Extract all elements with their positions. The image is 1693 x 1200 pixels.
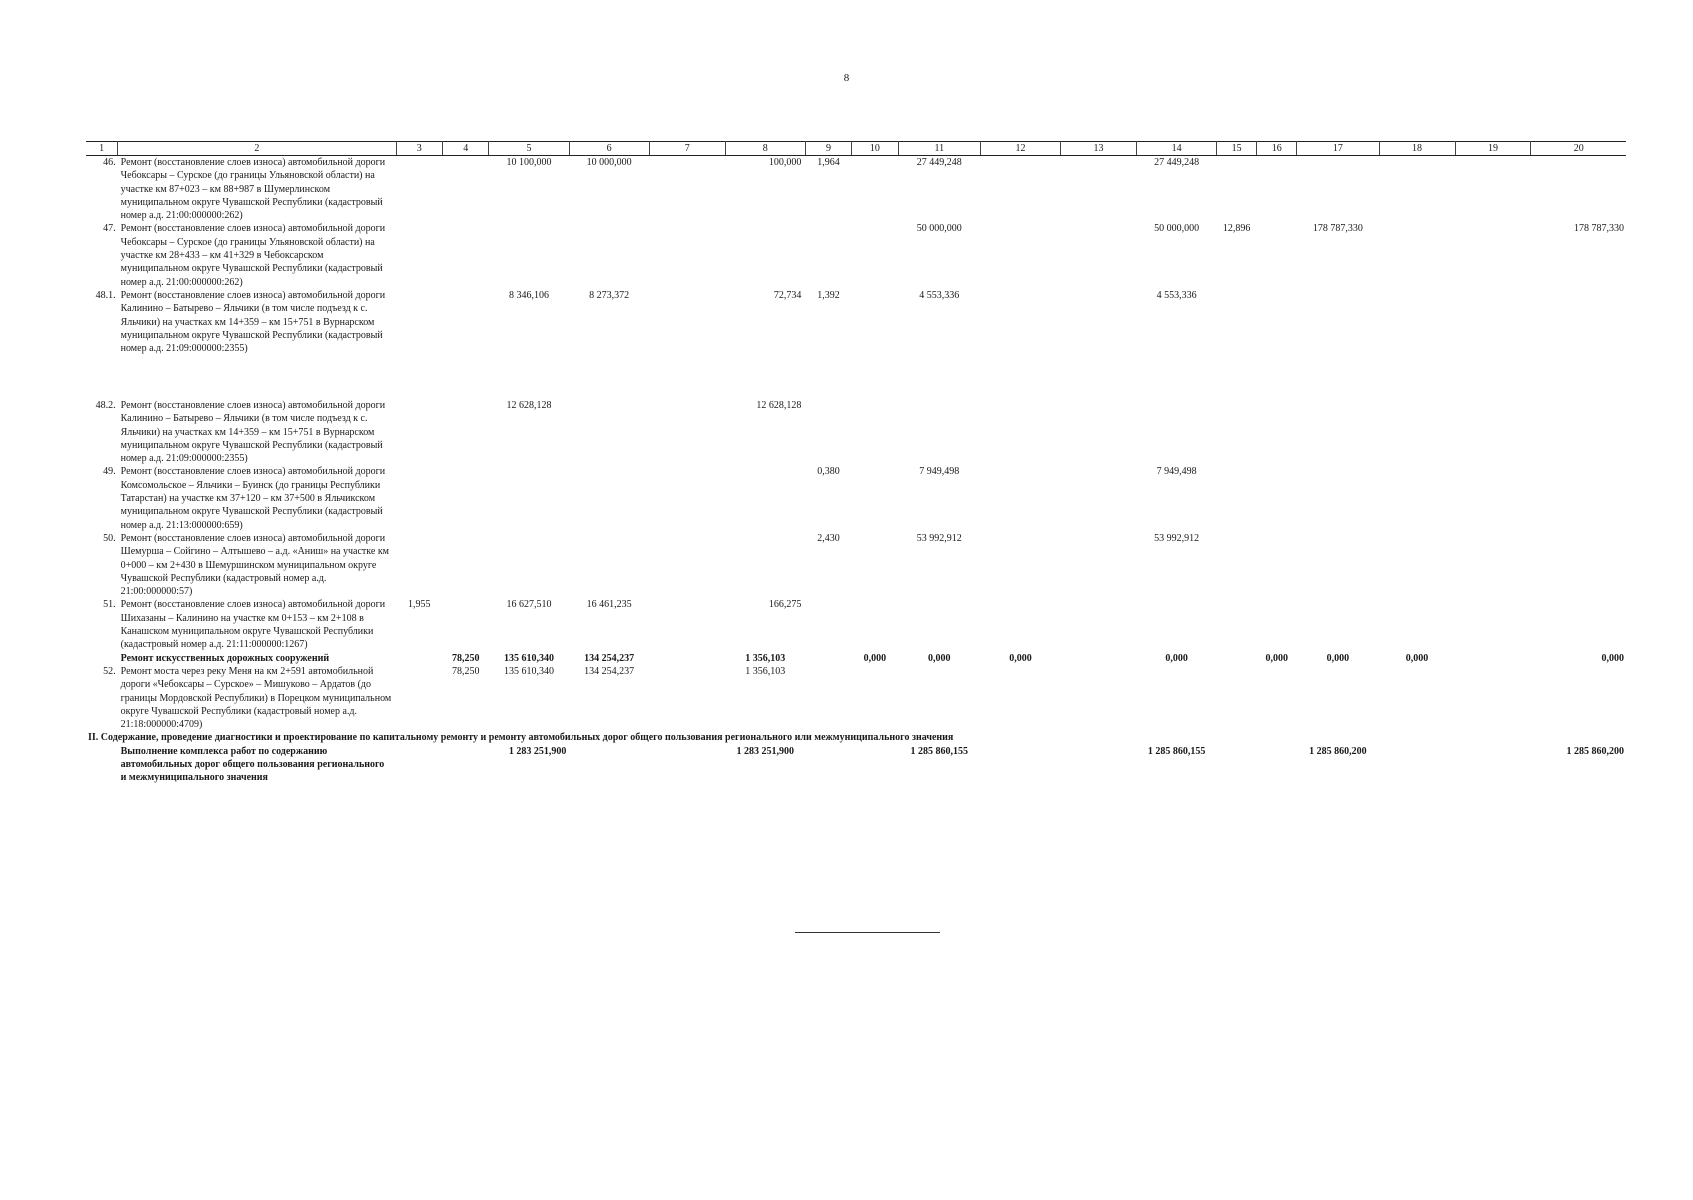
cell xyxy=(1217,465,1257,531)
cell xyxy=(1379,289,1455,399)
cell xyxy=(396,532,442,598)
cell xyxy=(1257,289,1297,399)
cell: 8 346,106 xyxy=(508,289,549,301)
cell: 0,000 xyxy=(1601,652,1624,664)
cell xyxy=(1379,222,1455,288)
cell xyxy=(396,222,442,288)
cell xyxy=(1297,289,1379,399)
cell: 12,896 xyxy=(1222,223,1251,235)
col-header: 4 xyxy=(443,142,489,156)
closing-rule xyxy=(795,932,940,933)
cell xyxy=(852,598,898,651)
cell xyxy=(1297,156,1379,223)
cell: 1 285 860,155 xyxy=(1147,745,1206,757)
cell: 1,955 xyxy=(408,599,431,611)
col-header: 19 xyxy=(1455,142,1531,156)
cell xyxy=(1061,289,1137,399)
cell xyxy=(569,399,649,465)
cell: 0,000 xyxy=(1405,652,1429,664)
cell xyxy=(443,222,489,288)
cell: 178 787,330 xyxy=(1312,223,1363,235)
cell xyxy=(1257,532,1297,598)
cell: 0,000 xyxy=(928,652,951,664)
cell xyxy=(443,598,489,651)
row-description: Ремонт (восстановление слоев износа) автомобильной дороги Чебоксары – Сурское (до границы Ульяновской области) на участке км 87+023 – км 88+987 в Шумерлинском муниципальном округе Чувашской Республики (кадастровый номер а.д. 21:00:000000:262) xyxy=(120,157,386,222)
cell: 1 283 251,900 xyxy=(736,745,794,757)
row-description: Ремонт (восстановление слоев износа) автомобильной дороги Калинино – Батырево – Яльчики (в том числе подъезд к с. Яльчики) на участках км 14+359 – км 15+751 в Вурнарском муниципальном округе Чувашской Республики (кадастровый номер а.д. 21:09:000000:2355) xyxy=(120,289,386,355)
cell: 166,275 xyxy=(768,599,802,611)
cell: 1 356,103 xyxy=(745,665,786,677)
cell xyxy=(980,222,1060,288)
cell xyxy=(1531,156,1626,223)
cell: 1 356,103 xyxy=(745,652,786,664)
cell xyxy=(852,465,898,531)
cell xyxy=(898,399,980,465)
cell xyxy=(1379,399,1455,465)
col-header: 8 xyxy=(725,142,805,156)
cell xyxy=(805,222,851,288)
cell: 50 000,000 xyxy=(916,223,962,235)
cell xyxy=(1455,465,1531,531)
cell xyxy=(649,532,725,598)
cell xyxy=(649,598,725,651)
row-description: Ремонт (восстановление слоев износа) автомобильной дороги Чебоксары – Сурское (до границы Ульяновской области) на участке км 28+433 – км 41+329 в Чебоксарском муниципальном округе Чувашской Республики (кадастровый номер а.д. 21:00:000000:262) xyxy=(120,223,386,288)
row-number: 48.1. xyxy=(95,289,116,301)
cell xyxy=(980,598,1060,651)
table-body xyxy=(86,156,1626,652)
cell: 2,430 xyxy=(817,532,840,544)
row-description: Ремонт (восстановление слоев износа) автомобильной дороги Шемурша – Сойгино – Алтышево – а.д. «Аниш» на участке км 0+000 – км 2+430 в Шемуршинском муниципальном округе Чувашской Республики (кадастровый номер а.д. 21:00:000000:57) xyxy=(120,532,390,598)
cell: 10 000,000 xyxy=(586,157,632,168)
page-number: 8 xyxy=(843,72,850,84)
table-row xyxy=(86,465,1626,531)
cell: 53 992,912 xyxy=(1154,532,1200,544)
cell xyxy=(805,598,851,651)
cell xyxy=(1379,532,1455,598)
section-title: II. Содержание, проведение диагностики и проектирование по капитальному ремонту и ремонту автомобильных дорог общего пользования регионального или межмуниципального значения xyxy=(88,732,954,744)
cell: 27 449,248 xyxy=(1154,157,1200,168)
cell xyxy=(1061,598,1137,651)
cell xyxy=(1531,532,1626,598)
cell xyxy=(1061,532,1137,598)
header-row xyxy=(86,142,1626,156)
cell xyxy=(569,465,649,531)
cell: 0,000 xyxy=(1326,652,1350,664)
table-row xyxy=(86,289,1626,399)
cell xyxy=(1531,598,1626,651)
cell xyxy=(489,222,569,288)
cell xyxy=(1531,465,1626,531)
cell xyxy=(396,156,442,223)
cell xyxy=(1257,598,1297,651)
cell xyxy=(1531,399,1626,465)
cell: 0,000 xyxy=(1265,652,1288,664)
col-header: 14 xyxy=(1136,142,1216,156)
cell xyxy=(649,399,725,465)
cell: 1 285 860,200 xyxy=(1566,745,1624,757)
cell xyxy=(1061,465,1137,531)
col-header: 17 xyxy=(1297,142,1379,156)
cell xyxy=(1257,465,1297,531)
row-description: Ремонт (восстановление слоев износа) автомобильной дороги Комсомольское – Яльчики – Буинск (до границы Республики Татарстан) на участке км 37+120 – км 37+500 в Яльчикском муниципальном округе Чувашской Республики (кадастровый номер а.д. 21:13:000000:659) xyxy=(120,466,386,531)
cell: 7 949,498 xyxy=(1156,466,1197,478)
cell: 0,380 xyxy=(817,466,840,478)
col-header: 18 xyxy=(1379,142,1455,156)
cell: 16 461,235 xyxy=(586,599,632,611)
col-header: 16 xyxy=(1257,142,1297,156)
cell: 4 553,336 xyxy=(919,289,960,301)
cell xyxy=(1136,399,1216,465)
cell: 78,250 xyxy=(451,665,480,677)
row-description: Ремонт (восстановление слоев износа) автомобильной дороги Калинино – Батырево – Яльчики (в том числе подъезд к с. Яльчики) на участках км 14+359 – км 15+751 в Вурнарском муниципальном округе Чувашской Республики (кадастровый номер а.д. 21:09:000000:2355) xyxy=(120,399,386,465)
cell xyxy=(980,465,1060,531)
cell xyxy=(569,532,649,598)
cell xyxy=(1061,399,1137,465)
cell xyxy=(1257,156,1297,223)
col-header: 11 xyxy=(898,142,980,156)
cell: 10 100,000 xyxy=(506,157,552,168)
cell xyxy=(852,532,898,598)
cell xyxy=(725,532,805,598)
col-header: 12 xyxy=(980,142,1060,156)
row-description: Ремонт (восстановление слоев износа) автомобильной дороги Шихазаны – Калинино на участке км 0+153 – км 2+108 в Канашском муниципальном округе Чувашской Республики (кадастровый номер а.д. 21:11:000000:1267) xyxy=(120,599,386,651)
cell xyxy=(1217,289,1257,399)
cell xyxy=(1379,156,1455,223)
col-header: 7 xyxy=(649,142,725,156)
maintenance-label: Выполнение комплекса работ по содержанию автомобильных дорог общего пользования регионального и межмуниципального значения xyxy=(120,745,385,784)
subtotal-label: Ремонт искусственных дорожных сооружений xyxy=(120,652,330,664)
cell: 0,000 xyxy=(1009,652,1032,664)
cell: 178 787,330 xyxy=(1574,223,1624,235)
cell: 72,734 xyxy=(773,289,802,301)
cell xyxy=(1379,598,1455,651)
cell: 16 627,510 xyxy=(506,599,552,611)
cell xyxy=(1297,532,1379,598)
cell xyxy=(1455,399,1531,465)
cell xyxy=(805,399,851,465)
table-row xyxy=(86,156,1626,223)
cell xyxy=(1217,532,1257,598)
cell xyxy=(1061,222,1137,288)
cell: 134 254,237 xyxy=(584,652,635,664)
cell xyxy=(980,156,1060,223)
cell xyxy=(1297,465,1379,531)
cell xyxy=(1531,289,1626,399)
cell xyxy=(980,399,1060,465)
cell: 135 610,340 xyxy=(503,665,554,677)
cell: 78,250 xyxy=(451,652,480,664)
cell xyxy=(1455,289,1531,399)
col-header: 10 xyxy=(852,142,898,156)
col-header: 20 xyxy=(1531,142,1626,156)
cell xyxy=(443,465,489,531)
cell xyxy=(1297,399,1379,465)
cell: 50 000,000 xyxy=(1154,223,1200,235)
cell xyxy=(1217,156,1257,223)
row-number: 50. xyxy=(103,532,116,544)
col-header: 9 xyxy=(805,142,851,156)
cell: 134 254,237 xyxy=(584,665,635,677)
cell xyxy=(489,532,569,598)
cell xyxy=(443,532,489,598)
col-header: 2 xyxy=(118,142,396,156)
row-number: 51. xyxy=(103,599,116,611)
cell xyxy=(443,399,489,465)
cell: 135 610,340 xyxy=(503,652,554,664)
section-row xyxy=(86,731,1626,744)
cell: 1 283 251,900 xyxy=(508,745,567,757)
row-number: 48.2. xyxy=(95,399,116,411)
cell: 8 273,372 xyxy=(589,289,630,301)
cell xyxy=(489,465,569,531)
cell: 1,964 xyxy=(817,157,840,168)
cell xyxy=(852,289,898,399)
budget-table xyxy=(86,141,1626,785)
cell xyxy=(1455,156,1531,223)
subtotal-row xyxy=(86,652,1626,665)
cell xyxy=(649,465,725,531)
cell: 1 285 860,155 xyxy=(910,745,968,757)
col-header: 13 xyxy=(1061,142,1137,156)
cell: 12 628,128 xyxy=(506,399,552,411)
cell xyxy=(1217,399,1257,465)
cell xyxy=(443,156,489,223)
table-row xyxy=(86,598,1626,651)
cell: 1,392 xyxy=(817,289,840,301)
cell xyxy=(569,222,649,288)
cell xyxy=(1257,222,1297,288)
cell xyxy=(443,289,489,399)
cell xyxy=(852,222,898,288)
cell xyxy=(725,222,805,288)
col-header: 1 xyxy=(86,142,118,156)
row-number: 52. xyxy=(103,665,116,677)
table-row xyxy=(86,532,1626,598)
maintenance-row xyxy=(86,745,1626,785)
cell: 100,000 xyxy=(768,157,802,168)
cell xyxy=(649,156,725,223)
cell xyxy=(852,399,898,465)
col-header: 5 xyxy=(489,142,569,156)
cell xyxy=(1217,598,1257,651)
table-row xyxy=(86,665,1626,731)
cell xyxy=(1455,532,1531,598)
row-number: 47. xyxy=(103,223,116,235)
cell: 0,000 xyxy=(1165,652,1188,664)
cell xyxy=(980,532,1060,598)
cell: 4 553,336 xyxy=(1156,289,1197,301)
cell xyxy=(649,289,725,399)
table-row xyxy=(86,222,1626,288)
col-header: 3 xyxy=(396,142,442,156)
cell xyxy=(396,465,442,531)
cell xyxy=(898,598,980,651)
cell xyxy=(396,399,442,465)
row-number: 46. xyxy=(103,157,116,168)
row-number: 49. xyxy=(103,466,116,478)
cell xyxy=(1136,598,1216,651)
cell xyxy=(1297,598,1379,651)
cell: 7 949,498 xyxy=(919,466,960,478)
cell xyxy=(1379,465,1455,531)
cell xyxy=(1455,598,1531,651)
col-header: 6 xyxy=(569,142,649,156)
cell: 0,000 xyxy=(863,652,887,664)
cell: 1 285 860,200 xyxy=(1309,745,1367,757)
cell xyxy=(852,156,898,223)
cell: 53 992,912 xyxy=(916,532,962,544)
row-description: Ремонт моста через реку Меня на км 2+591 автомобильной дороги «Чебоксары – Сурское» – Мишуково – Ардатов (до границы Мордовской Республики) в Порецком муниципальном округе Чувашской Республики (кадастровый номер а.д. 21:18:000000:4709) xyxy=(120,665,392,731)
cell xyxy=(980,289,1060,399)
cell xyxy=(1257,399,1297,465)
cell xyxy=(396,289,442,399)
table-row xyxy=(86,399,1626,465)
cell xyxy=(1455,222,1531,288)
cell xyxy=(649,222,725,288)
cell: 27 449,248 xyxy=(916,157,962,168)
cell xyxy=(725,465,805,531)
col-header: 15 xyxy=(1217,142,1257,156)
cell: 12 628,128 xyxy=(756,399,802,411)
cell xyxy=(1061,156,1137,223)
